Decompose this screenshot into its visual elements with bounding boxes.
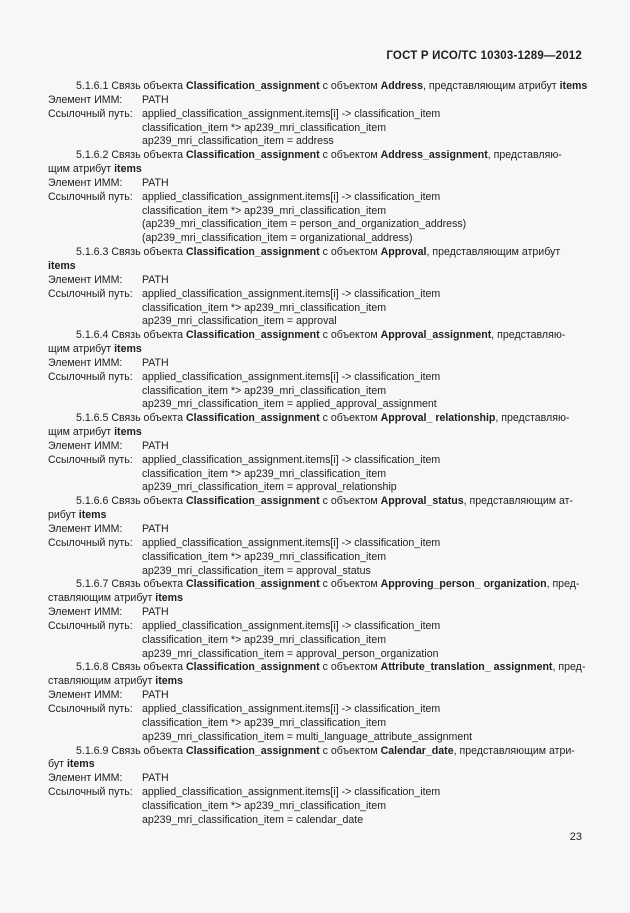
element-value: PATH <box>142 356 169 369</box>
element-row <box>48 606 588 620</box>
reference-path-row <box>48 620 588 634</box>
reference-path-value: ap239_mri_classification_item = approval <box>142 315 337 328</box>
heading-run: с объектом <box>319 329 381 342</box>
element-row <box>48 177 588 191</box>
element-value: PATH <box>142 689 169 702</box>
reference-path-value: classification_item *> ap239_mri_classification_item <box>142 467 387 480</box>
heading-run: 5.1.6.2 Связь объекта <box>76 149 186 162</box>
heading-bold-run: Approval_assignment <box>380 329 492 342</box>
heading-bold-run: Classification_assignment <box>186 149 320 162</box>
document-header: ГОСТ Р ИСО/ТС 10303-1289—2012 <box>386 50 582 62</box>
section-heading <box>48 246 588 260</box>
heading-bold-run: Classification_assignment <box>186 744 320 757</box>
reference-path-value: classification_item *> ap239_mri_classification_item <box>142 799 387 812</box>
reference-path-value: (ap239_mri_classification_item = organizational_address) <box>142 232 413 245</box>
reference-path-row <box>48 288 588 302</box>
section-heading <box>48 661 588 675</box>
reference-path-value: classification_item *> ap239_mri_classification_item <box>142 204 387 217</box>
reference-path-value: ap239_mri_classification_item = approval_person_organization <box>142 647 439 660</box>
element-label: Элемент ИММ: <box>48 689 123 702</box>
reference-path-value: classification_item *> ap239_mri_classification_item <box>142 633 387 646</box>
reference-path-value: applied_classification_assignment.items[i] -> classification_item <box>142 107 441 120</box>
reference-path-value: ap239_mri_classification_item = address <box>142 135 334 148</box>
element-label: Элемент ИММ: <box>48 176 123 189</box>
element-row <box>48 440 588 454</box>
heading-run: с объектом <box>319 578 381 591</box>
element-row <box>48 357 588 371</box>
section-heading-continuation <box>48 260 588 274</box>
heading-bold-run: Classification_assignment <box>186 80 320 92</box>
heading-run: с объектом <box>319 744 381 757</box>
heading-bold-run: Classification_assignment <box>186 578 320 591</box>
heading-run: , представляю- <box>487 149 562 162</box>
section-heading-continuation <box>48 163 588 177</box>
element-row <box>48 94 588 108</box>
reference-path-value: applied_classification_assignment.items[i] -> classification_item <box>142 453 441 466</box>
reference-path-label: Ссылочный путь: <box>48 453 133 466</box>
reference-path-row <box>48 537 588 551</box>
heading-run: , представляющим атрибут <box>426 246 561 259</box>
heading-run: , представляющим атри- <box>453 744 575 757</box>
element-value: PATH <box>142 273 169 286</box>
heading-run: с объектом <box>319 661 381 674</box>
heading-run: с объектом <box>319 246 381 259</box>
heading-run: с объектом <box>319 412 381 425</box>
section-heading <box>48 329 588 343</box>
reference-path-label: Ссылочный путь: <box>48 107 133 120</box>
element-label: Элемент ИММ: <box>48 606 123 619</box>
reference-path-value: ap239_mri_classification_item = multi_language_attribute_assignment <box>142 730 473 743</box>
heading-bold-run: Calendar_date <box>380 744 454 757</box>
section-heading <box>48 149 588 163</box>
section-heading-continuation <box>48 343 588 357</box>
heading-run: рибут <box>48 509 79 522</box>
heading-run: , представляющим ат- <box>463 495 574 508</box>
heading-bold-run: items <box>114 426 142 439</box>
reference-path-value: ap239_mri_classification_item = approval_relationship <box>142 481 397 494</box>
reference-path-value: classification_item *> ap239_mri_classification_item <box>142 716 387 729</box>
reference-path-value: ap239_mri_classification_item = approval_status <box>142 564 371 577</box>
heading-run: щим атрибут <box>48 163 115 176</box>
reference-path-value: applied_classification_assignment.items[i] -> classification_item <box>142 702 441 715</box>
element-row <box>48 274 588 288</box>
heading-bold-run: Address <box>380 80 423 92</box>
heading-bold-run: items <box>155 592 183 605</box>
heading-run: щим атрибут <box>48 343 115 356</box>
heading-bold-run: items <box>78 509 107 522</box>
heading-run: 5.1.6.7 Связь объекта <box>76 578 186 591</box>
heading-bold-run: Classification_assignment <box>186 246 320 259</box>
reference-path-label: Ссылочный путь: <box>48 536 133 549</box>
heading-bold-run: Approval <box>380 246 427 259</box>
heading-bold-run: Approval_ relationship <box>380 412 496 425</box>
reference-path-label: Ссылочный путь: <box>48 287 133 300</box>
reference-path-value: classification_item *> ap239_mri_classification_item <box>142 121 387 134</box>
heading-bold-run: Approval_status <box>380 495 464 508</box>
section-heading <box>48 412 588 426</box>
reference-path-row <box>48 703 588 717</box>
reference-path-value: (ap239_mri_classification_item = person_and_organization_address) <box>142 218 467 231</box>
section-heading-continuation <box>48 592 588 606</box>
heading-run: , пред- <box>546 578 580 591</box>
page-number: 23 <box>569 831 582 843</box>
heading-bold-run: Classification_assignment <box>186 329 320 342</box>
heading-run: ставляющим атрибут <box>48 592 156 605</box>
reference-path-value: applied_classification_assignment.items[i] -> classification_item <box>142 370 441 383</box>
element-value: PATH <box>142 606 169 619</box>
section-heading <box>48 578 588 592</box>
heading-bold-run: Classification_assignment <box>186 495 320 508</box>
element-value: PATH <box>142 439 169 452</box>
reference-path-row <box>48 108 588 122</box>
element-label: Элемент ИММ: <box>48 772 123 785</box>
heading-bold-run: items <box>114 343 142 356</box>
section-heading-continuation <box>48 675 588 689</box>
reference-path-row <box>48 191 588 205</box>
section-heading-continuation <box>48 426 588 440</box>
reference-path-value: classification_item *> ap239_mri_classification_item <box>142 550 387 563</box>
heading-run: 5.1.6.8 Связь объекта <box>76 661 186 674</box>
heading-run: с объектом <box>319 495 381 508</box>
element-label: Элемент ИММ: <box>48 356 123 369</box>
element-value: PATH <box>142 523 169 535</box>
heading-bold-run: items <box>155 675 183 688</box>
heading-bold-run: Address_assignment <box>380 149 488 162</box>
heading-run: , представляю- <box>495 412 570 425</box>
heading-bold-run: items <box>114 163 142 176</box>
heading-bold-run: Approving_person_ organization <box>380 578 547 591</box>
reference-path-row <box>48 371 588 385</box>
reference-path-label: Ссылочный путь: <box>48 702 133 715</box>
heading-run: , пред- <box>552 661 586 674</box>
reference-path-value: classification_item *> ap239_mri_classification_item <box>142 301 387 314</box>
section-heading-continuation <box>48 509 588 523</box>
heading-run: с объектом <box>319 149 381 162</box>
section-heading <box>48 495 588 509</box>
heading-run: бут <box>48 758 67 771</box>
reference-path-value: ap239_mri_classification_item = calendar_date <box>142 813 364 826</box>
element-label: Элемент ИММ: <box>48 273 123 286</box>
heading-bold-run: items <box>48 259 76 272</box>
reference-path-label: Ссылочный путь: <box>48 370 133 383</box>
reference-path-label: Ссылочный путь: <box>48 786 133 799</box>
heading-bold-run: Classification_assignment <box>186 412 320 425</box>
reference-path-label: Ссылочный путь: <box>48 619 133 632</box>
reference-path-row <box>48 454 588 468</box>
heading-run: 5.1.6.6 Связь объекта <box>76 495 186 508</box>
section-heading <box>48 80 588 94</box>
heading-run: , представляющим атрибут <box>422 80 560 92</box>
heading-bold-run: Classification_assignment <box>186 661 320 674</box>
element-label: Элемент ИММ: <box>48 93 123 106</box>
reference-path-value: applied_classification_assignment.items[i] -> classification_item <box>142 619 441 632</box>
heading-run: 5.1.6.4 Связь объекта <box>76 329 186 342</box>
heading-bold-run: Attribute_translation_ assignment <box>380 661 553 674</box>
heading-run: 5.1.6.1 Связь объекта <box>76 80 186 92</box>
section-heading <box>48 745 588 759</box>
heading-run: 5.1.6.9 Связь объекта <box>76 744 186 757</box>
heading-bold-run: items <box>559 80 588 92</box>
element-label: Элемент ИММ: <box>48 523 123 535</box>
element-value: PATH <box>142 176 169 189</box>
element-row <box>48 523 588 537</box>
reference-path-value: applied_classification_assignment.items[i] -> classification_item <box>142 190 441 203</box>
reference-path-value: classification_item *> ap239_mri_classification_item <box>142 384 387 397</box>
section-heading-continuation <box>48 758 588 772</box>
element-value: PATH <box>142 93 169 106</box>
reference-path-value: ap239_mri_classification_item = applied_approval_assignment <box>142 398 437 411</box>
heading-run: с объектом <box>319 80 381 92</box>
heading-bold-run: items <box>66 758 95 771</box>
element-row <box>48 689 588 703</box>
element-row <box>48 772 588 786</box>
heading-run: ставляющим атрибут <box>48 675 156 688</box>
reference-path-row <box>48 786 588 800</box>
reference-path-label: Ссылочный путь: <box>48 190 133 203</box>
reference-path-value: applied_classification_assignment.items[i] -> classification_item <box>142 287 441 300</box>
heading-run: 5.1.6.5 Связь объекта <box>76 412 186 425</box>
heading-run: , представляю- <box>491 329 566 342</box>
element-label: Элемент ИММ: <box>48 439 123 452</box>
element-value: PATH <box>142 772 169 785</box>
document-body <box>48 80 588 828</box>
heading-run: щим атрибут <box>48 426 115 439</box>
heading-run: 5.1.6.3 Связь объекта <box>76 246 186 259</box>
reference-path-value: applied_classification_assignment.items[i] -> classification_item <box>142 536 441 549</box>
reference-path-value: applied_classification_assignment.items[i] -> classification_item <box>142 786 441 799</box>
